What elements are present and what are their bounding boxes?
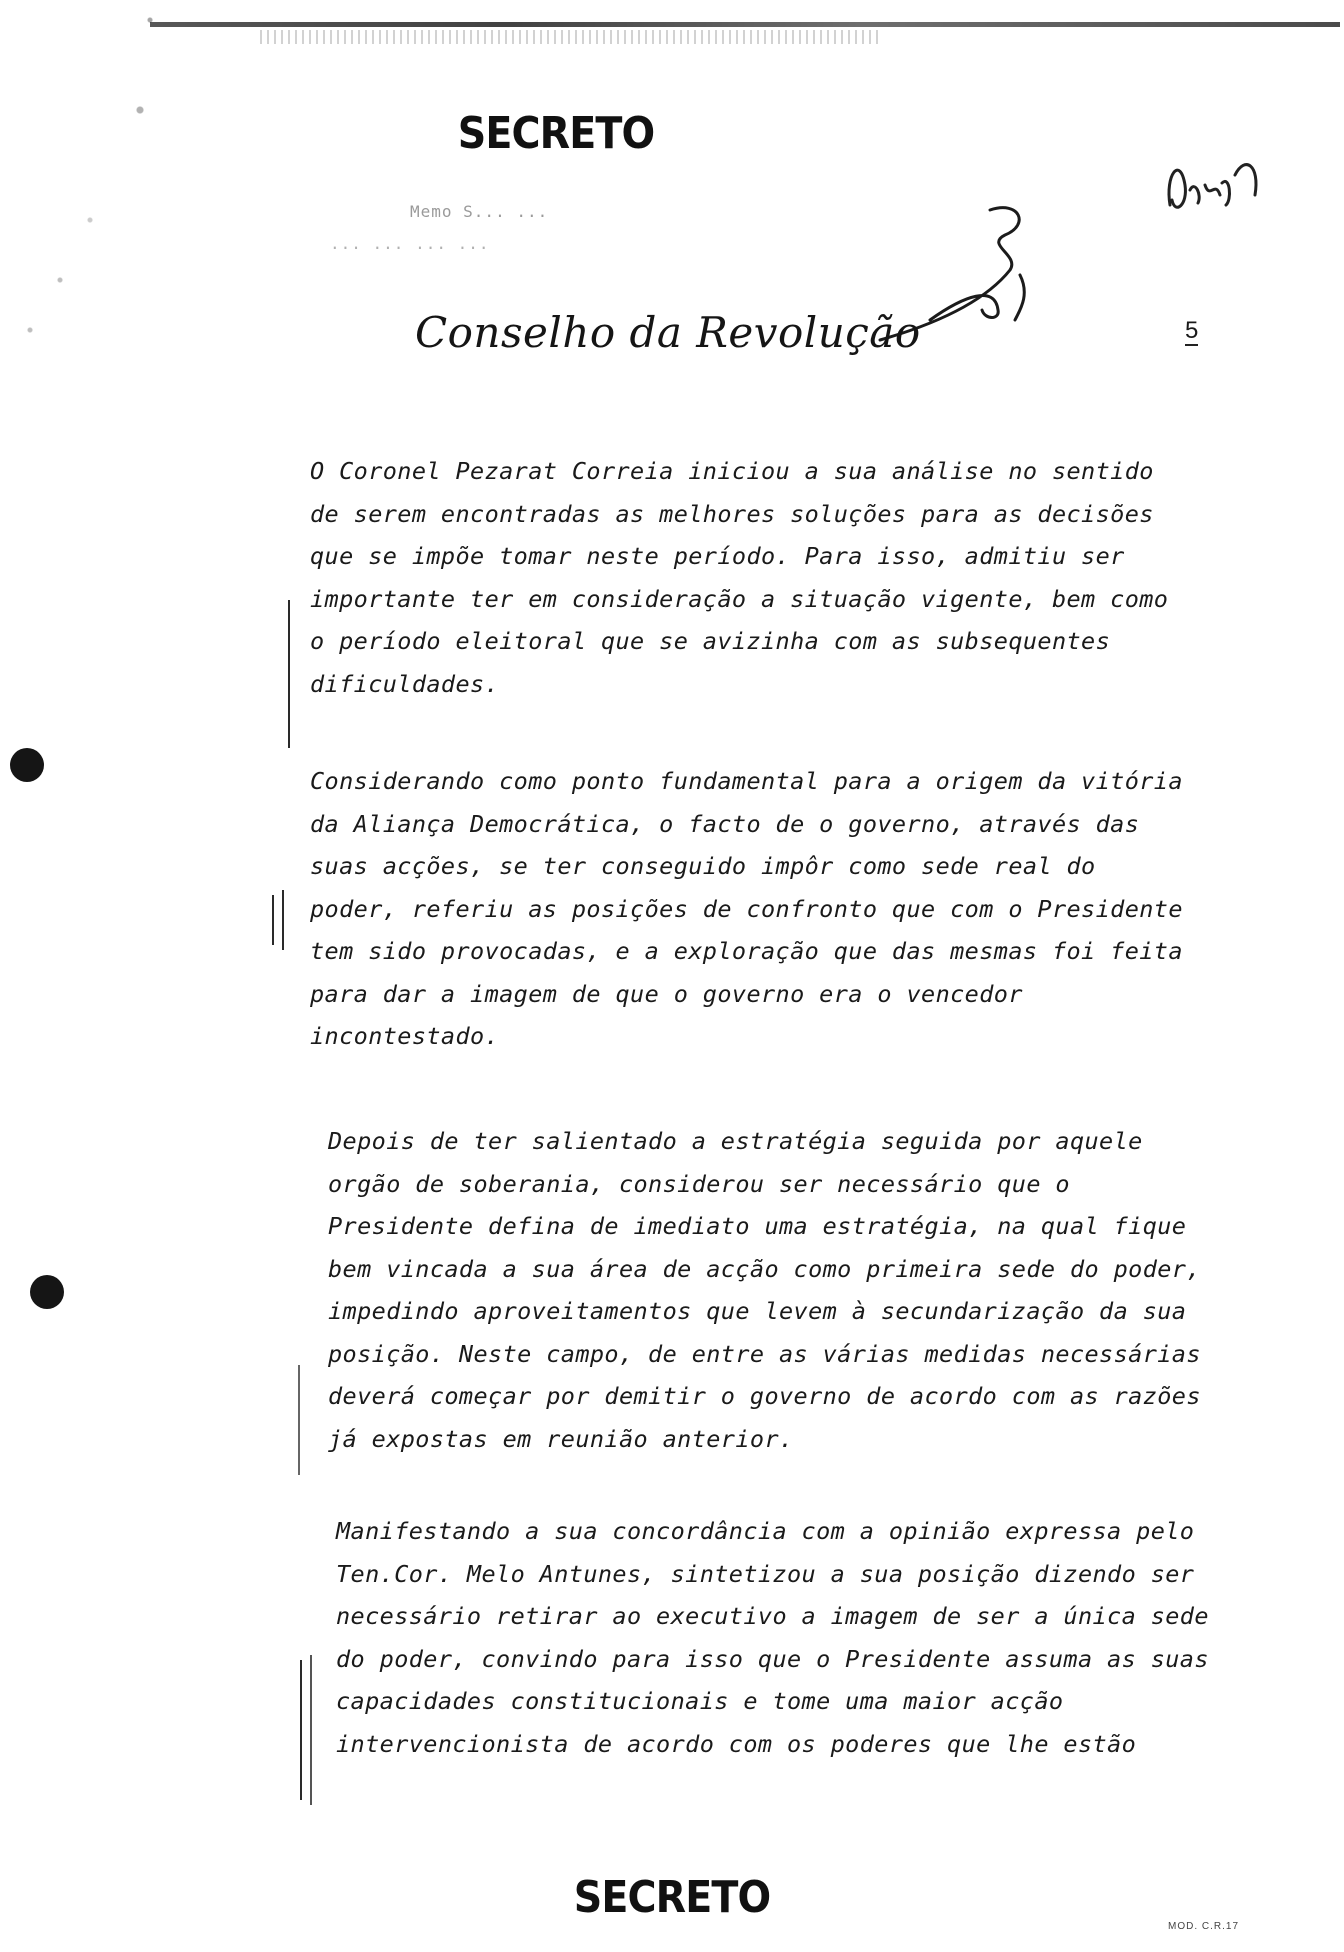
margin-mark xyxy=(300,1660,302,1800)
classification-stamp-bottom: SECRETO xyxy=(573,1872,771,1923)
page-number: 5 xyxy=(1185,317,1199,344)
margin-mark xyxy=(310,1655,312,1805)
punch-hole xyxy=(30,1275,64,1309)
paragraph-3: Depois de ter salientado a estratégia seguida por aquele orgão de soberania, considerou ser necessário que o Presidente defina de imediato uma estratégia, na qual fique bem vincada a sua área de acção como primeira sede do poder, impedindo aproveitamentos que levem à secundarização da sua posição. Neste campo, de entre as várias medidas necessárias deverá começar por demitir o governo de acordo com as razões já expostas em reunião anterior. xyxy=(328,1127,1201,1453)
paragraph-4: Manifestando a sua concordância com a opinião expressa pelo Ten.Cor. Melo Antunes, sintetizou a sua posição dizendo ser necessário retirar ao executivo a imagem de ser a única sede do poder, convindo para isso que o Presidente assuma as suas capacidades constitucionais e tome uma maior acção intervencionista de acordo com os poderes que lhe estão xyxy=(336,1517,1209,1758)
classification-stamp-top: SECRETO xyxy=(457,108,655,159)
form-code: MOD. C.R.17 xyxy=(1168,1921,1240,1932)
punch-hole xyxy=(10,748,44,782)
scan-speckles xyxy=(0,0,260,440)
scan-top-rule xyxy=(150,22,1340,27)
paragraph-2: Considerando como ponto fundamental para a origem da vitória da Aliança Democrática, o facto de o governo, através das suas acções, se ter conseguido impôr como sede real do poder, referiu as posições de confronto que com o Presidente tem sido provocadas, e a exploração que das mesmas foi feita para dar a imagem de que o governo era o vencedor incontestado. xyxy=(310,767,1183,1050)
faint-header-line-1: Memo S... ... xyxy=(410,202,549,221)
document-title: Conselho da Revolução xyxy=(415,308,921,357)
faint-header-line-2: ... ... ... ... xyxy=(330,234,490,253)
margin-mark xyxy=(272,895,274,945)
scan-top-noise xyxy=(260,30,880,44)
margin-mark xyxy=(282,890,284,950)
margin-mark xyxy=(298,1365,300,1475)
paragraph-1: O Coronel Pezarat Correia iniciou a sua análise no sentido de serem encontradas as melhores soluções para as decisões que se impõe tomar neste período. Para isso, admitiu ser importante ter em consideração a situação vigente, bem como o período eleitoral que se avizinha com as subsequentes dificuldades. xyxy=(310,457,1169,698)
handwritten-initials xyxy=(1160,145,1270,235)
margin-mark xyxy=(288,600,290,748)
